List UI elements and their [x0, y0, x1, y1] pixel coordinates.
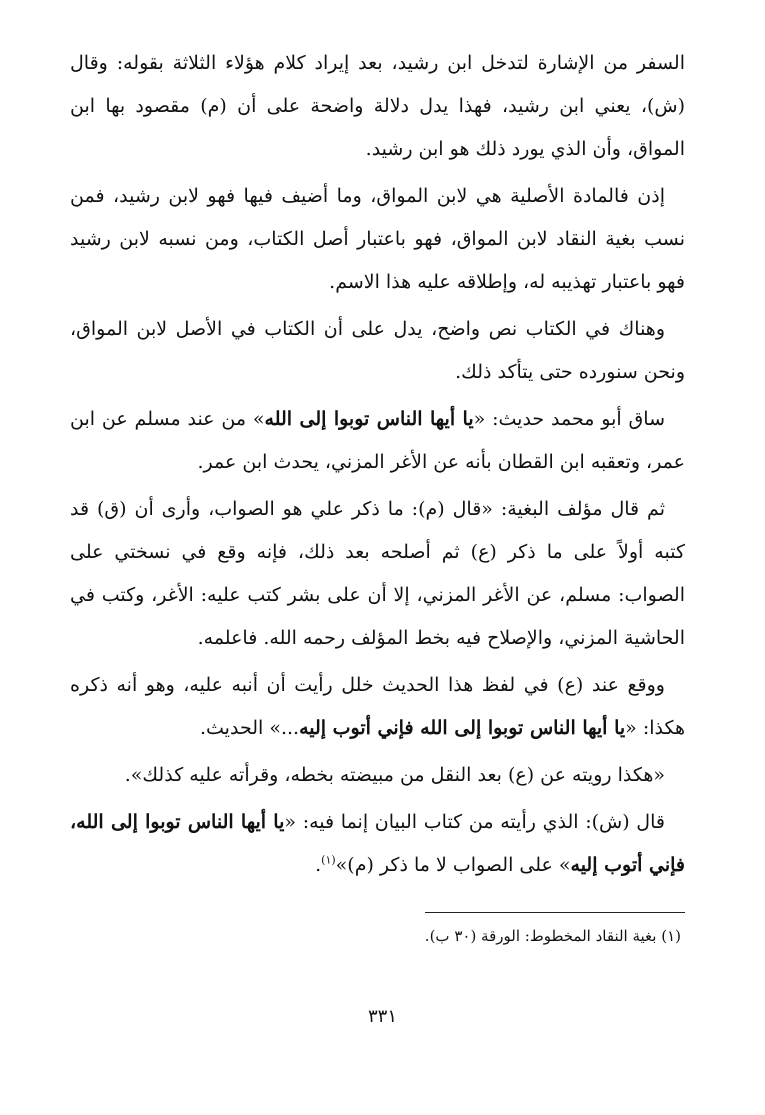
paragraph-8-text-c: .	[315, 854, 322, 876]
paragraph-7	[70, 754, 685, 797]
paragraph-1	[70, 42, 685, 171]
paragraph-2	[70, 175, 685, 304]
paragraph-3	[70, 308, 685, 394]
footnote-divider	[425, 912, 685, 913]
hadith-quote-bold: يا أيها الناس توبوا إلى الله فإني أتوب إليه	[299, 717, 626, 739]
paragraph-5	[70, 488, 685, 660]
paragraph-7-text: «هكذا رويته عن (ع) بعد النقل من مبيضته بخطه، وقرأته عليه كذلك».	[124, 764, 665, 786]
hadith-quote-bold: يا أيها الناس توبوا إلى الله	[264, 408, 474, 430]
footnote-marker: (١)	[321, 853, 336, 867]
page-body	[70, 42, 685, 891]
paragraph-5-text: ثم قال مؤلف البغية: «قال (م): ما ذكر علي هو الصواب، وأرى أن (ق) قد كتبه أولاً على ما ذكر (ع) ثم أصلحه بعد ذلك، فإنه وقع في نسختي على الصواب: مسلم، عن الأغر المزني، إلا أن على بشر كتب عليه: الأغر، وكتب في الحاشية المزني، والإصلاح فيه بخط المؤلف رحمه الله. فاعلمه.	[70, 498, 685, 649]
paragraph-8-text-b: » على الصواب لا ما ذكر (م)»	[335, 854, 571, 876]
footnote: (١) بغية النقاد المخطوط: الورقة (٣٠ ب).	[424, 927, 681, 945]
paragraph-1-text: السفر من الإشارة لتدخل ابن رشيد، بعد إيراد كلام هؤلاء الثلاثة بقوله: وقال (ش)، يعني ابن رشيد، فهذا يدل دلالة واضحة على أن (م) مقصود بها ابن المواق، وأن الذي يورد ذلك هو ابن رشيد.	[70, 52, 685, 160]
paragraph-3-text: وهناك في الكتاب نص واضح، يدل على أن الكتاب في الأصل لابن المواق، ونحن سنورده حتى يتأكد ذلك.	[70, 318, 685, 383]
paragraph-4-text-a: ساق أبو محمد حديث: «	[473, 408, 665, 430]
paragraph-4	[70, 398, 685, 484]
paragraph-6	[70, 664, 685, 750]
paragraph-4-text-b: » من عند مسلم عن ابن عمر، وتعقبه ابن القطان بأنه عن الأغر المزني، يحدث ابن عمر.	[70, 408, 685, 473]
paragraph-8	[70, 801, 685, 887]
hadith-quote-bold: يا أيها الناس توبوا إلى الله، فإني أتوب إليه	[70, 811, 685, 876]
paragraph-8-text-a: قال (ش): الذي رأيته من كتاب البيان إنما فيه: «	[284, 811, 665, 833]
paragraph-6-text-b: ...» الحديث.	[199, 717, 300, 739]
paragraph-6-text-a: ووقع عند (ع) في لفظ هذا الحديث خلل رأيت أن أنبه عليه، وهو أنه ذكره هكذا: «	[70, 674, 685, 739]
page-number: ٣٣١	[367, 1006, 397, 1027]
paragraph-2-text: إذن فالمادة الأصلية هي لابن المواق، وما أضيف فيها فهو لابن رشيد، فمن نسب بغية النقاد لابن المواق، فهو باعتبار أصل الكتاب، ومن نسبه لابن رشيد فهو باعتبار تهذيبه له، وإطلاقه عليه هذا الاسم.	[70, 185, 685, 293]
